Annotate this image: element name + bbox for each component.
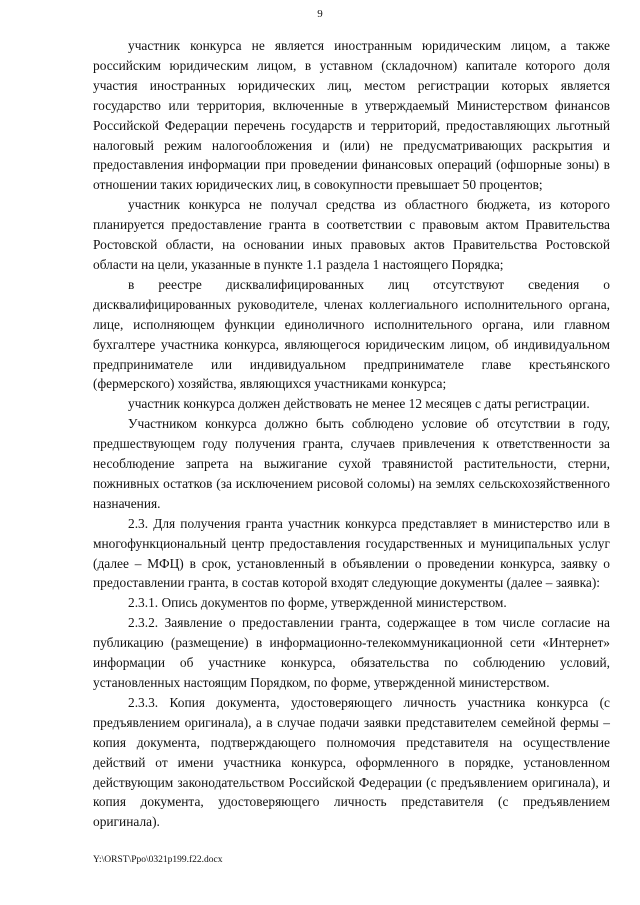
- document-body: [93, 36, 610, 832]
- paragraph-section-2-3-2: 2.3.2. Заявление о предоставлении гранта, содержащее в том числе согласие на публикацию (размещение) в информационно-телекоммуникационной сети «Интернет» информации об участнике конкурса, обязательства по соблюдению условий, установленных настоящим Порядком, по форме, утвержденной министерством.: [93, 615, 610, 690]
- page-number: 9: [317, 8, 323, 20]
- paragraph-section-2-3-1: 2.3.1. Опись документов по форме, утвержденной министерством.: [128, 595, 507, 611]
- paragraph-section-2-3-3: 2.3.3. Копия документа, удостоверяющего личность участника конкурса (с предъявлением оригинала), а в случае подачи заявки представителем семейной фермы – копия документа, подтверждающего полномочия представителя на осуществление действий от имени участника конкурса, оформленного в порядке, установленном действующим законодательством Российской Федерации (с предъявлением оригинала), и копия документа, удостоверяющего личность представителя (с предъявлением оригинала).: [93, 694, 610, 830]
- paragraph-section-2-3: 2.3. Для получения гранта участник конкурса представляет в министерство или в многофункциональный центр предоставления государственных и муниципальных услуг (далее – МФЦ) в срок, установленный в объявлении о проведении конкурса, заявку о предоставлении гранта, в состав которой входят следующие документы (далее – заявка):: [93, 515, 610, 591]
- footer-file-path: Y:\ORST\Ppo\0321p199.f22.docx: [93, 855, 223, 865]
- paragraph-disqualified-persons-condition: в реестре дисквалифицированных лиц отсутствуют сведения о дисквалифицированных руководителе, членах коллегиального исполнительного органа, лице, исполняющем функции единоличного исполнительного органа, или главном бухгалтере участника конкурса, являющегося юридическим лицом, об индивидуальном предпринимателе или индивидуальном предпринимателе главе крестьянского (фермерского) хозяйства, являющихся участниками конкурса;: [93, 276, 610, 392]
- paragraph-foreign-entity-condition: участник конкурса не является иностранным юридическим лицом, а также российским юридическим лицом, в уставном (складочном) капитале которого доля участия иностранных юридических лиц, местом регистрации которых является государство или территория, включенные в утверждаемый Министерством финансов Российской Федерации перечень государств и территорий, предоставляющих льготный налоговый режим налогообложения и (или) не предусматривающих раскрытия и предоставления информации при проведении финансовых операций (офшорные зоны) в отношении таких юридических лиц, в совокупности превышает 50 процентов;: [93, 38, 610, 193]
- paragraph-burning-ban-condition: Участником конкурса должно быть соблюдено условие об отсутствии в году, предшествующем году получения гранта, случаев привлечения к ответственности за несоблюдение запрета на выжигание сухой травянистой растительности, стерни, пожнивных остатков (за исключением рисовой соломы) на землях сельскохозяйственного назначения.: [93, 416, 610, 511]
- paragraph-regional-budget-condition: участник конкурса не получал средства из областного бюджета, из которого планируется предоставление гранта в соответствии с правовым актом Правительства Ростовской области, на основании иных правовых актов Правительства Ростовской области на цели, указанные в пункте 1.1 раздела 1 настоящего Порядка;: [93, 197, 610, 272]
- paragraph-operating-period-condition: участник конкурса должен действовать не менее 12 месяцев с даты регистрации.: [128, 396, 590, 412]
